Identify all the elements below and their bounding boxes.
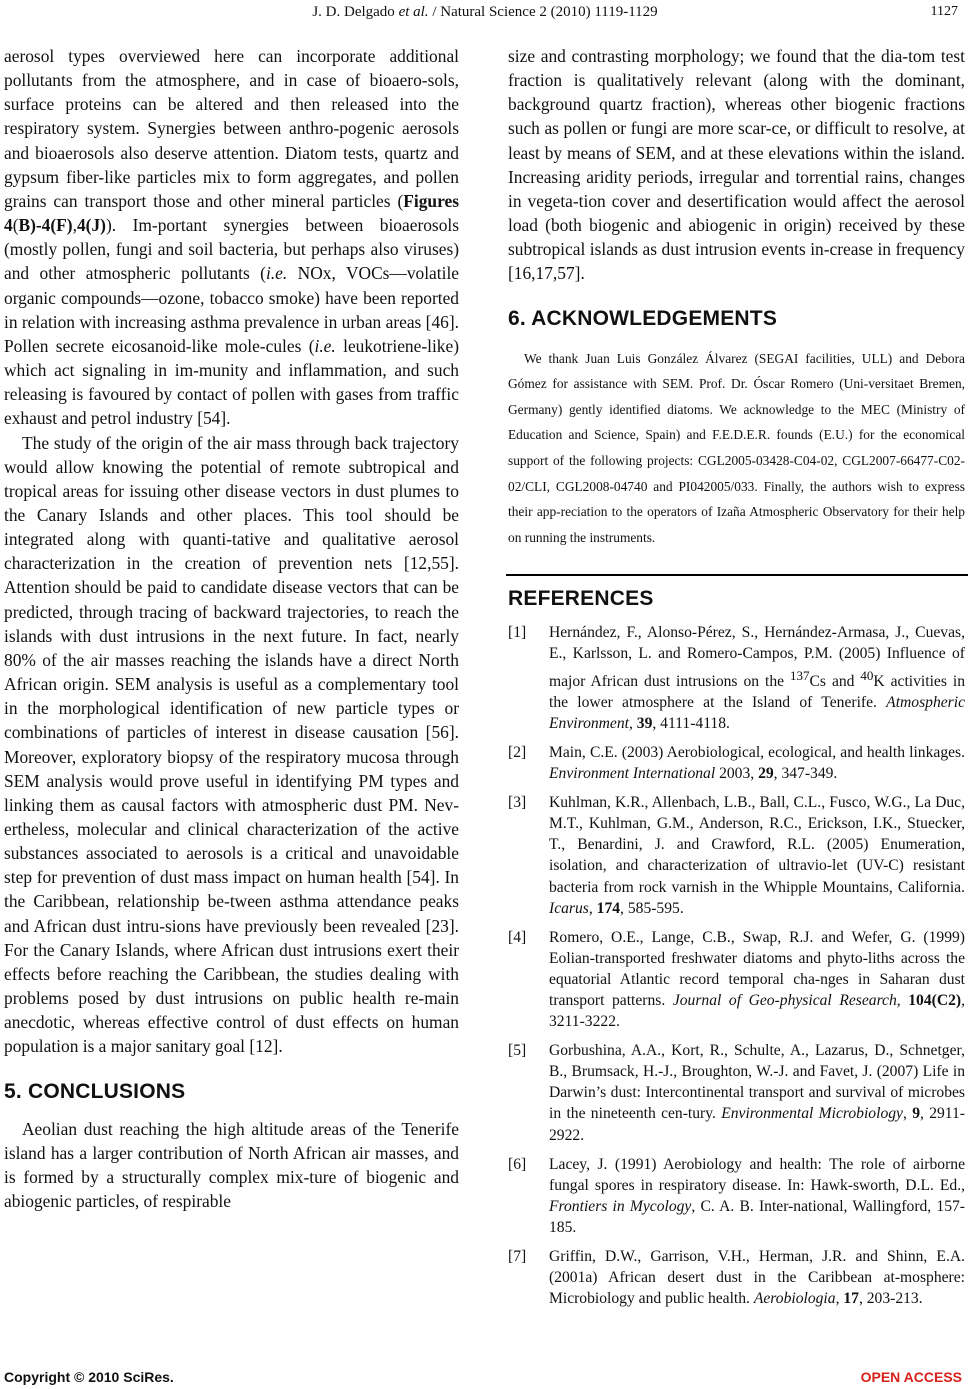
reference-authors: Gorbushina, A.A., Kort, R., Schulte, A., Lazarus, D., Schnetger, B., Brumsack, H.-J., Broughton, W.-J. and Favet, J. (2007) Life in Darwin’s dust: Intercontinental transport and survival of microbes in the nineteenth cen-tury. — [549, 1042, 965, 1123]
reference-pages: , 585-595. — [620, 899, 684, 917]
reference-authors: Griffin, D.W., Garrison, V.H., Herman, J.R. and Shinn, E.A. (2001a) African desert dust in the Caribbean at-mosphere: Microbiology and public health. — [549, 1248, 965, 1308]
italic-ie: i.e. — [314, 335, 336, 356]
reference-text-run: K activities in the lower atmosphere at the Island of Tenerife. — [549, 672, 965, 711]
text-run: ). Im-portant synergies between bioaerosols (mostly pollen, fungi and soil bacteria, but perhaps also viruses) and other atmospheric pollutants ( — [4, 215, 459, 284]
citation-et-al: et al. — [398, 4, 429, 20]
reference-item — [508, 792, 965, 919]
reference-number: [3] — [508, 794, 527, 812]
reference-volume: 174 — [596, 899, 621, 917]
acknowledgements-text: We thank Juan Luis González Álvarez (SEGAI facilities, ULL) and Debora Gómez for assistance with SEM. Prof. Dr. Óscar Romero (Uni-versitaet Bremen, Germany) gently identified diatoms. We acknowledge to the MEC (Ministry of Education and Science, Spain) and F.E.D.E.R. founds (E.U.) for the economical support of the following projects: CGL2005-03428-C04-02, CGL2007-66477-C02-02/CLI, CGL2008-04740 and PI042005/033. Finally, the authors wish to express their app-reciation to the operators of Izaña Atmospheric Observatory for their help on running the instruments. — [508, 350, 965, 545]
reference-item — [508, 742, 965, 784]
reference-separator: , — [628, 714, 637, 732]
reference-text — [549, 1040, 965, 1145]
reference-item — [508, 622, 965, 734]
paragraph-back-trajectory: The study of the origin of the air mass through back trajectory would allow knowing the potential of remote subtropical and tropical areas for issuing other disease vectors in dust plumes to the Canary Islands and other places. This tool should be integrated along with quanti-tative and qualitative aerosol characterization in the creation of prevention nets [12,55]. Attention should be paid to candidate disease vectors that can be predicted, through tracing of backward trajectories, to reach the islands with dust intrusions in the next future. In fact, nearly 80% of the air masses reaching the islands have a direct North African origin. SEM analysis is useful as a complementary tool in the morphological identification of new particle types or combinations of particles of interest in disease causation [56]. Moreover, exploratory biopsy of the respiratory mucosa through SEM analysis would prove useful in identifying PM types and linking them as causal factors with atmospheric dust PM. Nev-ertheless, molecular and clinical characterization of the active substances associated to aerosols is a critical and unavoidable step for prevention of dust mass impact on human health [54]. In the Caribbean, relationship be-tween asthma attendance peaks and African dust intru-sions have previously been revealed [23]. For the Canary Islands, where African dust intrusions exert their effects before reaching the Caribbean, the studies dealing with problems posed by dust intrusions on public health re-main anecdotic, whereas effective control of dust effects on human population is a major sanitary goal [12]. — [4, 432, 459, 1057]
reference-text — [549, 1154, 965, 1238]
paragraph-conclusions-cont: size and contrasting morphology; we found that the dia-tom test fraction is qualitatively relevant (along with the dominant, background quartz fraction), whereas other biogenic fractions such as pollen or fungi are more scar-ce, or difficult to resolve, at least by means of SEM, and at these elevations within the island. Increasing aridity periods, irregular and torrential rains, changes in vegeta-tion cover and desertification would affect the aerosol load (both biogenic and abiogenic in origin) received by these subtropical islands as dust intrusion events in-crease in frequency [16,17,57]. — [508, 46, 965, 284]
left-column — [4, 44, 459, 1213]
reference-volume: 9 — [912, 1105, 920, 1123]
references-divider — [506, 574, 968, 576]
reference-authors: Lacey, J. (1991) Aerobiology and health: The role of airborne fungal spores in respiratory disease. In: Hawk-sworth, D.L. Ed., — [549, 1155, 965, 1194]
superscript: 137 — [790, 667, 810, 683]
reference-pages: , 4111-4118. — [652, 714, 730, 732]
citation-journal: / Natural Science 2 (2010) 1119-1129 — [428, 4, 658, 20]
reference-number: [4] — [508, 928, 527, 946]
reference-text — [549, 792, 965, 919]
text-run: ( — [12, 215, 19, 236]
reference-pages: , 347-349. — [773, 765, 838, 783]
text-run: leukotriene-like) which act signaling in im-munity and inflammation, and such releasing is favoured by contact of pollen with gases from traffic exhaust and petrol industry [54]. — [4, 335, 459, 429]
reference-authors: Main, C.E. (2003) Aerobiological, ecological, and health linkages. — [549, 743, 965, 761]
reference-journal: Environment International — [549, 765, 716, 783]
reference-number: [6] — [508, 1155, 527, 1173]
section-heading-conclusions: 5. CONCLUSIONS — [4, 1079, 186, 1103]
reference-text-run: Cs and — [809, 672, 861, 690]
reference-item — [508, 1040, 965, 1145]
reference-text — [549, 742, 965, 784]
superscript: 40 — [860, 667, 874, 683]
reference-volume: 104(C2) — [908, 992, 962, 1009]
paragraph-conclusions: Aeolian dust reaching the high altitude areas of the Tenerife island has a larger contribution of North African air masses, and is formed by a structurally complex mix-ture of biogenic and abiogenic particles, of respirable — [4, 1118, 459, 1212]
reference-number: [5] — [508, 1042, 527, 1060]
text-run: aerosol types overviewed here can incorporate additional pollutants from the atmosphere, and in case of bioaero-sols, surface proteins can be altered and then released into the respiratory system. Synergies between anthro-pogenic aerosols and bioaerosols also deserve attention. Diatom tests, quartz and gypsum fiber-like particles mix to form aggregates, and pollen grains can transport those and other mineral particles ( — [4, 46, 459, 211]
page-footer — [4, 1369, 966, 1389]
page-number: 1127 — [930, 4, 958, 19]
reference-separator: , C. A. B. Inter-national, Wallingford, 157-185. — [549, 1197, 965, 1236]
reference-text — [549, 622, 965, 734]
reference-item — [508, 927, 965, 1032]
reference-pages: , 3211-3222. — [549, 992, 965, 1031]
reference-separator: , — [902, 1105, 913, 1123]
reference-journal: Frontiers in Mycology — [549, 1197, 692, 1215]
reference-item — [508, 1246, 965, 1309]
reference-authors: Kuhlman, K.R., Allenbach, L.B., Ball, C.L., Fusco, W.G., La Duc, M.T., Kuhlman, G.M., Anderson, R.C., Erickson, I.K., Stuecker, T., Benardini, J. and Crawford, R.L. (2005) Enumeration, isolation, and characterization of ultravio-let (UV-C) resistant bacteria from rock varnish in the Whipple Mountains, California. — [549, 794, 965, 896]
reference-separator: , — [896, 992, 909, 1009]
citation-authors: J. D. Delgado — [312, 4, 399, 20]
reference-list — [508, 622, 965, 1309]
reference-number: [7] — [508, 1248, 527, 1266]
open-access-label: OPEN ACCESS — [860, 1369, 962, 1385]
reference-separator: , — [835, 1290, 844, 1308]
reference-pages: , 2911-2922. — [549, 1105, 966, 1144]
figure-reference: 4(J) — [76, 215, 106, 236]
italic-ie: i.e. — [265, 263, 288, 284]
reference-volume: 17 — [843, 1290, 859, 1308]
copyright-notice: Copyright © 2010 SciRes. — [4, 1369, 174, 1385]
paragraph-aerosol-types — [4, 44, 459, 431]
reference-authors: Hernández, F., Alonso-Pérez, S., Hernández-Armasa, J., Cuevas, E., Karlsson, L. and Romero-Campos, P.M. (2005) Influence of major African dust intrusions on the — [549, 624, 965, 690]
reference-volume: 29 — [758, 765, 774, 783]
reference-volume: 39 — [636, 714, 653, 732]
reference-pages: , 203-213. — [858, 1290, 923, 1308]
section-heading-references: REFERENCES — [508, 587, 654, 611]
reference-separator: , — [588, 899, 597, 917]
reference-journal: Journal of Geo-physical Research — [672, 992, 897, 1009]
running-header — [0, 3, 970, 23]
text-run: , — [72, 215, 77, 236]
reference-separator: 2003, — [715, 765, 759, 783]
reference-number: [2] — [508, 743, 527, 761]
figure-reference: Figures 4 — [4, 190, 459, 236]
figure-reference: B)-4(F) — [18, 215, 73, 236]
reference-journal: Environmental Microbiology — [721, 1105, 903, 1123]
reference-journal: Atmospheric Environment — [549, 693, 965, 732]
right-column — [508, 44, 965, 1317]
section-heading-acknowledgements: 6. ACKNOWLEDGEMENTS — [508, 306, 778, 330]
reference-item — [508, 1154, 965, 1238]
reference-journal: Icarus — [549, 899, 589, 917]
reference-journal: Aerobiologia — [753, 1290, 836, 1308]
journal-citation — [0, 4, 970, 21]
reference-number: [1] — [508, 624, 527, 642]
reference-authors: Romero, O.E., Lange, C.B., Swap, R.J. and Wefer, G. (1999) Eolian-transported freshwater diatoms and phyto-liths across the equatorial Atlantic record temporal cha-nges in Saharan dust transport patterns. — [549, 928, 965, 1009]
reference-text — [549, 927, 965, 1032]
reference-text — [549, 1246, 965, 1309]
text-run: NOx, VOCs—volatile organic compounds—ozone, tobacco smoke) have been reported in relation with increasing asthma prevalence in urban areas [46]. Pollen secrete eicosanoid-like mole-cules ( — [4, 263, 459, 356]
